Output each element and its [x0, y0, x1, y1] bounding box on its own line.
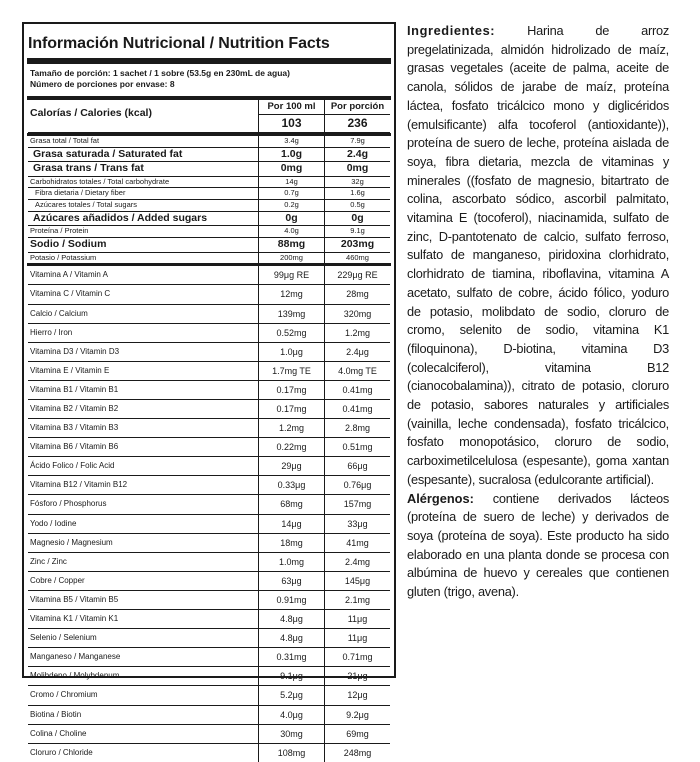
value-per-100ml: 0.2g [258, 200, 324, 211]
vitamin-row [28, 572, 390, 591]
col-per-100ml [258, 100, 324, 132]
nutrient-label: Colina / Choline [30, 728, 87, 738]
value-per-serving: 2.4μg [324, 343, 390, 361]
nutrient-label: Vitamina E / Vitamin E [30, 365, 110, 375]
value-per-serving: 0.76μg [324, 476, 390, 494]
nutrient-label: Sodio / Sodium [30, 238, 107, 251]
vitamin-row [28, 648, 390, 667]
value-per-100ml: 0.31mg [258, 648, 324, 666]
vitamin-row [28, 686, 390, 705]
value-per-100ml: 14μg [258, 515, 324, 533]
vitamin-row [28, 667, 390, 686]
value-per-serving: 2.4mg [324, 553, 390, 571]
nutrient-label: Biotina / Biotin [30, 709, 82, 719]
nutrient-label: Ácido Folico / Folic Acid [30, 461, 115, 471]
value-per-serving: 11μg [324, 610, 390, 628]
nutrient-label: Hierro / Iron [30, 327, 73, 337]
vitamin-row [28, 725, 390, 744]
vitamin-row [28, 305, 390, 324]
vitamin-row [28, 744, 390, 762]
nutrient-label: Fibra dietaria / Dietary fiber [35, 188, 126, 198]
calories-header-row [28, 100, 390, 133]
macro-row [28, 253, 390, 264]
macro-row [28, 212, 390, 226]
value-per-serving: 41mg [324, 534, 390, 552]
value-per-100ml: 1.0g [258, 148, 324, 161]
macro-row [28, 177, 390, 189]
value-per-100ml: 63μg [258, 572, 324, 590]
vitamin-row [28, 515, 390, 534]
vitamin-row [28, 362, 390, 381]
allergens-paragraph [407, 490, 669, 602]
value-per-serving: 33μg [324, 515, 390, 533]
value-per-serving: 2.1mg [324, 591, 390, 609]
nutrient-label: Grasa total / Total fat [30, 136, 100, 145]
value-per-100ml: 4.8μg [258, 610, 324, 628]
nutrient-label: Azúcares añadidos / Added sugars [33, 211, 208, 224]
nutrient-label: Vitamina D3 / Vitamin D3 [30, 346, 120, 356]
allergens-text: contiene derivados lácteos (proteína de suero de leche) y derivados de soya (proteína de soya). Este producto ha sido elaborado en una planta donde se procesa con albúmina de huevo y cereales que contienen gluten (trigo, avena). [407, 490, 669, 600]
value-per-100ml: 18mg [258, 534, 324, 552]
nutrient-label: Zinc / Zinc [30, 556, 67, 566]
vitamin-row [28, 495, 390, 514]
value-per-100ml: 30mg [258, 725, 324, 743]
serving-size: Tamaño de porción: 1 sachet / 1 sobre (53.5g en 230mL de agua) [30, 68, 290, 78]
macro-row [28, 238, 390, 252]
macro-row [28, 226, 390, 238]
vitamin-row [28, 591, 390, 610]
value-per-serving: 0mg [324, 162, 390, 175]
macro-row [28, 188, 390, 200]
nutrient-label: Grasa trans / Trans fat [33, 162, 144, 175]
value-per-serving: 0g [324, 212, 390, 225]
value-per-serving: 0.51mg [324, 438, 390, 456]
value-per-serving: 145μg [324, 572, 390, 590]
vitamin-row [28, 476, 390, 495]
macro-row [28, 200, 390, 212]
value-per-serving: 9.1g [324, 226, 390, 237]
value-per-serving: 4.0mg TE [324, 362, 390, 380]
value-per-serving: 0.5g [324, 200, 390, 211]
nutrient-label: Selenio / Selenium [30, 633, 97, 643]
value-per-serving: 7.9g [324, 136, 390, 147]
value-per-100ml: 0mg [258, 162, 324, 175]
value-per-serving: 66μg [324, 457, 390, 475]
vitamin-row [28, 400, 390, 419]
nutrient-label: Vitamina B12 / Vitamin B12 [30, 480, 128, 490]
vitamin-row [28, 457, 390, 476]
nutrient-label: Carbohidratos totales / Total carbohydrate [30, 176, 170, 186]
value-per-serving: 1.2mg [324, 324, 390, 342]
serving-info [28, 64, 390, 96]
value-per-100ml: 88mg [258, 238, 324, 251]
nutrient-label: Vitamina B1 / Vitamin B1 [30, 384, 119, 394]
col1-header: Por 100 ml [259, 100, 324, 115]
nutrient-label: Yodo / Iodine [30, 518, 77, 528]
value-per-100ml: 108mg [258, 744, 324, 762]
value-per-serving: 1.6g [324, 188, 390, 199]
nutrition-facts-panel [22, 22, 396, 758]
value-per-100ml: 99μg RE [258, 266, 324, 284]
nutrient-label: Cloruro / Chloride [30, 747, 93, 757]
vitamin-row [28, 324, 390, 343]
value-per-serving: 21μg [324, 667, 390, 685]
nutrient-label: Vitamina B3 / Vitamin B3 [30, 423, 119, 433]
calories-per-serving: 236 [347, 116, 368, 130]
value-per-100ml: 0.33μg [258, 476, 324, 494]
nutrient-label: Cromo / Chromium [30, 690, 98, 700]
value-per-serving: 229μg RE [324, 266, 390, 284]
vitamin-row [28, 534, 390, 553]
vitamin-row [28, 343, 390, 362]
value-per-100ml: 4.0μg [258, 706, 324, 724]
nutrient-label: Vitamina C / Vitamin C [30, 289, 111, 299]
value-per-100ml: 1.2mg [258, 419, 324, 437]
calories-label: Calorías / Calories (kcal) [30, 107, 152, 119]
value-per-serving: 69mg [324, 725, 390, 743]
vitamin-row [28, 419, 390, 438]
value-per-serving: 157mg [324, 495, 390, 513]
value-per-100ml: 3.4g [258, 136, 324, 147]
value-per-100ml: 14g [258, 177, 324, 188]
nutrient-label: Proteína / Protein [30, 226, 89, 236]
vitamin-row [28, 553, 390, 572]
value-per-serving: 32g [324, 177, 390, 188]
value-per-serving: 320mg [324, 305, 390, 323]
ingredients-paragraph [407, 22, 669, 490]
panel-title: Información Nutricional / Nutrition Facts [28, 35, 330, 52]
value-per-serving: 28mg [324, 285, 390, 303]
value-per-100ml: 12mg [258, 285, 324, 303]
servings-per-container: Número de porciones por envase: 8 [30, 79, 175, 89]
value-per-serving: 0.41mg [324, 381, 390, 399]
value-per-100ml: 1.0μg [258, 343, 324, 361]
value-per-100ml: 0.22mg [258, 438, 324, 456]
allergens-heading: Alérgenos: [407, 490, 474, 506]
value-per-100ml: 5.2μg [258, 686, 324, 704]
macro-row [28, 162, 390, 176]
value-per-100ml: 29μg [258, 457, 324, 475]
nutrient-label: Vitamina B6 / Vitamin B6 [30, 442, 119, 452]
value-per-serving: 0.71mg [324, 648, 390, 666]
nutrient-label: Vitamina A / Vitamin A [30, 270, 108, 280]
value-per-serving: 460mg [324, 253, 390, 264]
value-per-serving: 11μg [324, 629, 390, 647]
nutrition-table [28, 100, 390, 762]
nutrient-label: Cobre / Copper [30, 575, 85, 585]
value-per-100ml: 0.91mg [258, 591, 324, 609]
nutrient-label: Vitamina B2 / Vitamin B2 [30, 404, 119, 413]
value-per-100ml: 68mg [258, 495, 324, 513]
value-per-100ml: 1.0mg [258, 553, 324, 571]
macro-row [28, 136, 390, 148]
value-per-serving: 0.41mg [324, 400, 390, 418]
vitamin-row [28, 629, 390, 648]
vitamin-row [28, 438, 390, 457]
value-per-100ml: 4.8μg [258, 629, 324, 647]
vitamin-row [28, 266, 390, 285]
nutrient-label: Calcio / Calcium [30, 308, 88, 318]
value-per-serving: 9.2μg [324, 706, 390, 724]
value-per-100ml: 1.7mg TE [258, 362, 324, 380]
value-per-100ml: 4.0g [258, 226, 324, 237]
nutrient-label: Azúcares totales / Total sugars [35, 200, 137, 210]
calories-per-100ml: 103 [281, 116, 302, 130]
nutrient-label: Vitamina B5 / Vitamin B5 [30, 594, 119, 604]
nutrient-label: Vitamina K1 / Vitamin K1 [30, 614, 119, 624]
vitamin-row [28, 610, 390, 629]
nutrient-label: Grasa saturada / Saturated fat [33, 147, 183, 160]
value-per-100ml: 9.1μg [258, 667, 324, 685]
col2-header: Por porción [325, 100, 390, 115]
value-per-100ml: 0.52mg [258, 324, 324, 342]
vitamin-rows [28, 266, 390, 761]
value-per-serving: 203mg [324, 238, 390, 251]
value-per-serving: 2.4g [324, 148, 390, 161]
value-per-serving: 248mg [324, 744, 390, 762]
ingredients-text: Harina de arroz pregelatinizada, almidón hidrolizado de maíz, grasas vegetales (aceite de palma, aceite de canola, sólidos de jarabe de maíz, proteína láctea, fosfato tricálcico mono y diglicéridos (emulsificante) alfa tocoferol (antioxidante)), proteína de suero de leche, proteína aislada de soya, fibra dietaria, mezcla de vitaminas y minerales ((fosfato de magnesio, bitartrato de colina, ascorbato sódico, ascorbil palmitato, vitamina E (tocoferol), niacinamida, sulfato de zinc, D-pantotenato de calcio, sulfato ferroso, sulfato de manganeso, piridoxina clorhidrato, clorhidrato de tiamina, riboflavina, vitamina A acetato, sulfato de cobre, ácido fólico, yoduro de potasio, molibdato de sodio, cloruro de cromo, selenito de sodio, vitamina K1 (filoquinona), D-biotina, vitamina D3 (colecalciferol), vitamina B12 (cianocobalamina)), citrato de potasio, cloruro de potasio, sabores naturales y artificiales (vainilla, leche condensada), fosfato tricálcico, fosfato monopotásico, cloruro de sodio, carboximetilcelulosa (espesante), goma xantan (espesante), sucralosa (edulcorante artificial). [407, 23, 669, 487]
value-per-100ml: 139mg [258, 305, 324, 323]
nutrient-label: Molibdeno / Molybdenum [30, 671, 120, 681]
vitamin-row [28, 285, 390, 304]
nutrient-label: Fósforo / Phosphorus [30, 499, 107, 509]
col-per-serving [324, 100, 390, 132]
value-per-100ml: 0.7g [258, 188, 324, 199]
value-per-serving: 2.8mg [324, 419, 390, 437]
value-per-100ml: 0.17mg [258, 381, 324, 399]
vitamin-row [28, 706, 390, 725]
value-per-100ml: 0g [258, 212, 324, 225]
value-per-100ml: 200mg [258, 253, 324, 264]
vitamin-row [28, 381, 390, 400]
value-per-serving: 12μg [324, 686, 390, 704]
nutrient-label: Magnesio / Magnesium [30, 537, 113, 547]
ingredients-column [407, 22, 669, 602]
macro-row [28, 148, 390, 162]
nutrient-label: Potasio / Potassium [30, 252, 97, 262]
value-per-100ml: 0.17mg [258, 400, 324, 418]
ingredients-heading: Ingredientes: [407, 23, 496, 38]
macro-rows [28, 136, 390, 263]
nutrient-label: Manganeso / Manganese [30, 652, 121, 662]
